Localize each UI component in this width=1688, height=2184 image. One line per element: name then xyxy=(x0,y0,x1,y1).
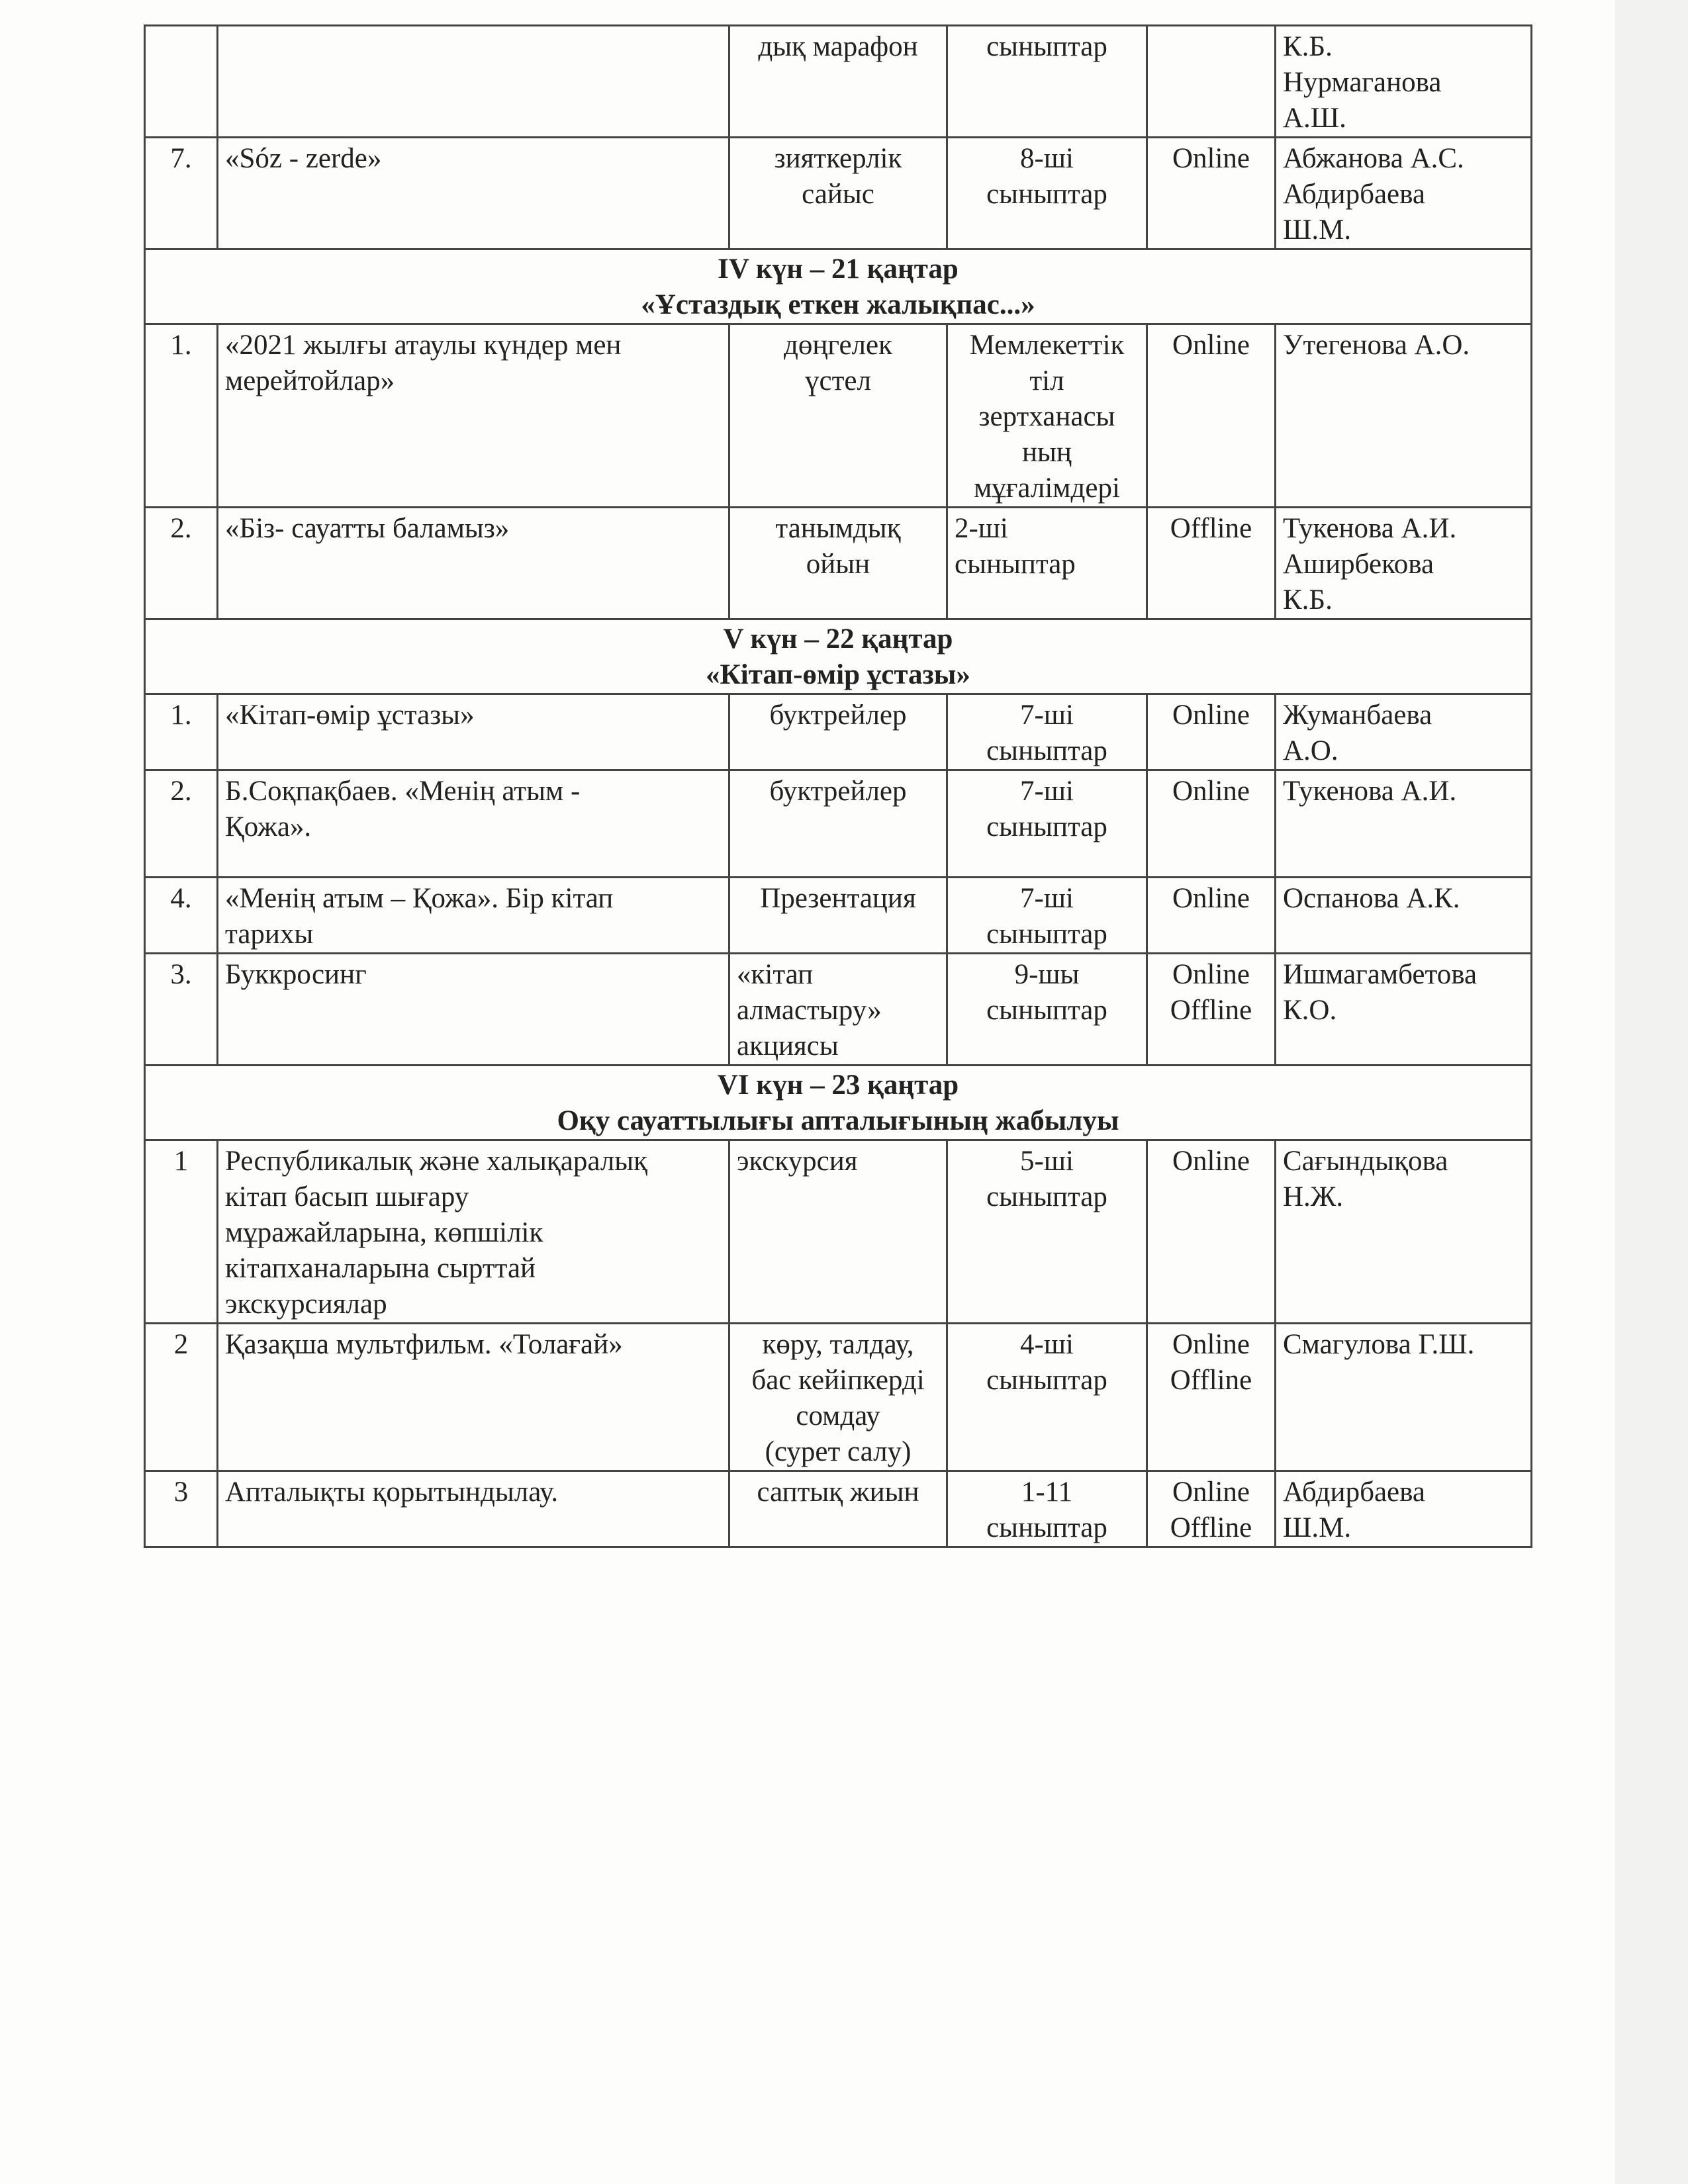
event-audience: 2-ші сыныптар xyxy=(947,508,1147,619)
row-number: 2. xyxy=(145,770,218,878)
row-number: 3. xyxy=(145,954,218,1066)
event-form: зияткерлік сайыс xyxy=(729,138,947,250)
table-row xyxy=(145,1471,1532,1547)
day-title: VI күн – 23 қаңтар xyxy=(717,1069,959,1101)
day-theme: Оқу сауаттылығы апталығының жабылуы xyxy=(557,1105,1119,1136)
event-audience: 4-ші сыныптар xyxy=(947,1324,1147,1471)
event-title xyxy=(218,26,729,138)
event-responsible: Ишмагамбетова К.О. xyxy=(1276,954,1532,1066)
event-title: «Біз- сауатты баламыз» xyxy=(218,508,729,619)
event-responsible: Абдирбаева Ш.М. xyxy=(1276,1471,1532,1547)
event-responsible: К.Б. Нурмаганова А.Ш. xyxy=(1276,26,1532,138)
event-responsible: Смагулова Г.Ш. xyxy=(1276,1324,1532,1471)
table-row xyxy=(145,954,1532,1066)
section-cell xyxy=(145,619,1532,694)
event-title: Қазақша мультфильм. «Толағай» xyxy=(218,1324,729,1471)
event-form: буктрейлер xyxy=(729,694,947,770)
event-audience: Мемлекеттік тіл зертханасы ның мұғалімдері xyxy=(947,324,1147,508)
row-number: 1. xyxy=(145,694,218,770)
event-title: «2021 жылғы атаулы күндер мен мерейтойлар» xyxy=(218,324,729,508)
event-responsible: Оспанова А.К. xyxy=(1276,878,1532,954)
event-audience: 7-ші сыныптар xyxy=(947,878,1147,954)
event-title: «Sóz - zerde» xyxy=(218,138,729,250)
event-responsible: Утегенова А.О. xyxy=(1276,324,1532,508)
day-theme: «Кітап-өмір ұстазы» xyxy=(706,659,970,690)
row-number: 7. xyxy=(145,138,218,250)
row-number: 2 xyxy=(145,1324,218,1471)
section-cell xyxy=(145,250,1532,324)
event-mode: Online xyxy=(1147,694,1276,770)
event-mode: Online xyxy=(1147,324,1276,508)
day-title: IV күн – 21 қаңтар xyxy=(718,253,959,285)
event-mode: Online xyxy=(1147,138,1276,250)
row-number: 3 xyxy=(145,1471,218,1547)
event-form: дық марафон xyxy=(729,26,947,138)
event-mode: Offline xyxy=(1147,508,1276,619)
event-responsible: Тукенова А.И. xyxy=(1276,770,1532,878)
event-title: Республикалық және халықаралық кітап басып шығару мұражайларына, көпшілік кітапханаларына сырттай экскурсиялар xyxy=(218,1140,729,1324)
event-mode: Online Offline xyxy=(1147,1471,1276,1547)
row-number xyxy=(145,26,218,138)
event-title: Апталықты қорытындылау. xyxy=(218,1471,729,1547)
table-row xyxy=(145,770,1532,878)
event-audience: 5-ші сыныптар xyxy=(947,1140,1147,1324)
event-audience: 1-11 сыныптар xyxy=(947,1471,1147,1547)
event-mode: Online xyxy=(1147,878,1276,954)
table-row xyxy=(145,508,1532,619)
table-row xyxy=(145,694,1532,770)
day-title: V күн – 22 қаңтар xyxy=(723,623,953,655)
event-audience: 7-ші сыныптар xyxy=(947,770,1147,878)
event-mode: Online Offline xyxy=(1147,1324,1276,1471)
event-mode: Online xyxy=(1147,1140,1276,1324)
event-responsible: Жуманбаева А.О. xyxy=(1276,694,1532,770)
event-form: дөңгелек үстел xyxy=(729,324,947,508)
table-row xyxy=(145,1324,1532,1471)
table-row xyxy=(145,138,1532,250)
day-section-header xyxy=(145,619,1532,694)
event-audience: 9-шы сыныптар xyxy=(947,954,1147,1066)
day-section-header xyxy=(145,250,1532,324)
table-row xyxy=(145,324,1532,508)
day-theme: «Ұстаздық еткен жалықпас...» xyxy=(641,289,1035,320)
event-form: көру, талдау, бас кейіпкерді сомдау (сурет салу) xyxy=(729,1324,947,1471)
event-responsible: Абжанова А.С. Абдирбаева Ш.М. xyxy=(1276,138,1532,250)
scan-edge xyxy=(1615,0,1688,2184)
day-section-header xyxy=(145,1066,1532,1140)
section-cell xyxy=(145,1066,1532,1140)
event-mode: Online xyxy=(1147,770,1276,878)
schedule-table xyxy=(144,24,1532,1548)
event-title: Б.Соқпақбаев. «Менің атым - Қожа». xyxy=(218,770,729,878)
event-form: буктрейлер xyxy=(729,770,947,878)
event-form: экскурсия xyxy=(729,1140,947,1324)
table-row xyxy=(145,878,1532,954)
event-title: «Менің атым – Қожа». Бір кітап тарихы xyxy=(218,878,729,954)
event-audience: 8-ші сыныптар xyxy=(947,138,1147,250)
row-number: 2. xyxy=(145,508,218,619)
table-row xyxy=(145,1140,1532,1324)
event-form: танымдық ойын xyxy=(729,508,947,619)
event-audience: 7-ші сыныптар xyxy=(947,694,1147,770)
event-form: «кітап алмастыру» акциясы xyxy=(729,954,947,1066)
event-mode xyxy=(1147,26,1276,138)
event-responsible: Тукенова А.И. Аширбекова К.Б. xyxy=(1276,508,1532,619)
event-mode: Online Offline xyxy=(1147,954,1276,1066)
event-audience: сыныптар xyxy=(947,26,1147,138)
row-number: 1 xyxy=(145,1140,218,1324)
event-title: Буккросинг xyxy=(218,954,729,1066)
event-responsible: Сағындықова Н.Ж. xyxy=(1276,1140,1532,1324)
row-number: 4. xyxy=(145,878,218,954)
event-form: саптық жиын xyxy=(729,1471,947,1547)
event-title: «Кітап-өмір ұстазы» xyxy=(218,694,729,770)
row-number: 1. xyxy=(145,324,218,508)
table-row xyxy=(145,26,1532,138)
event-form: Презентация xyxy=(729,878,947,954)
